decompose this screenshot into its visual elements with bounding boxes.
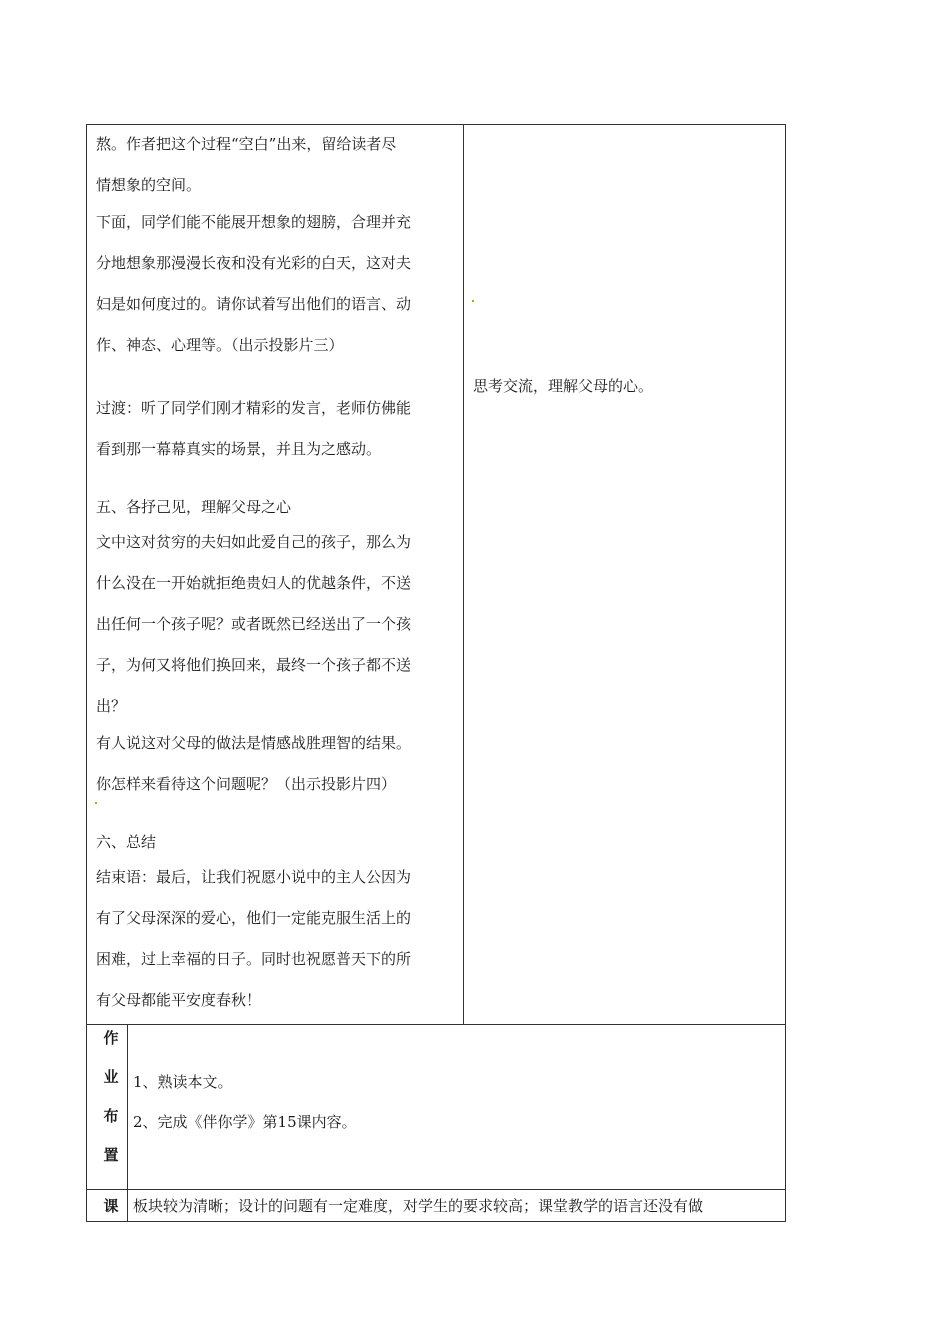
section-heading-5: 五、各抒己见，理解父母之心 [96, 498, 292, 516]
label-char: 布 [103, 1107, 119, 1125]
text-line: 分地想象那漫漫长夜和没有光彩的白天，这对夫 [96, 254, 412, 272]
text-line: 情想象的空间。 [96, 176, 202, 194]
stray-mark [95, 802, 97, 804]
row-divider-reflection [86, 1189, 786, 1190]
text-line: 看到那一幕幕真实的场景，并且为之感动。 [96, 440, 382, 458]
text-line: 下面，同学们能不能展开想象的翅膀，合理并充 [96, 213, 412, 231]
homework-item: 2、完成《伴你学》第15课内容。 [133, 1113, 357, 1131]
text-line: 子，为何又将他们换回来，最终一个孩子都不送 [96, 656, 412, 674]
text-line: 出任何一个孩子呢？或者既然已经送出了一个孩 [96, 615, 412, 633]
row-divider-homework [86, 1024, 786, 1025]
student-activity [473, 374, 773, 398]
label-char: 置 [103, 1146, 119, 1164]
paragraph-blank-space [96, 124, 458, 206]
label-char: 作 [103, 1029, 119, 1047]
text-line: 文中这对贫穷的夫妇如此爱自己的孩子，那么为 [96, 533, 412, 551]
homework-label [96, 1027, 126, 1183]
text-line: 你怎样来看待这个问题呢？（出示投影片四） [96, 775, 397, 793]
text-line: 有人说这对父母的做法是情感战胜理智的结果。 [96, 734, 412, 752]
paragraph-question [96, 522, 458, 727]
reflection-text: 板块较为清晰；设计的问题有一定难度，对学生的要求较高；课堂教学的语言还没有做 [133, 1197, 704, 1215]
activity-text: 思考交流，理解父母的心。 [473, 377, 654, 395]
text-line: 什么没在一开始就拒绝贵妇人的优越条件，不送 [96, 574, 412, 592]
label-divider [127, 1024, 128, 1222]
text-line: 有父母都能平安度春秋！ [96, 991, 262, 1009]
text-line: 作、神态、心理等。（出示投影片三） [96, 336, 344, 354]
teaching-content [96, 124, 458, 1021]
homework-item: 1、熟读本文。 [133, 1073, 233, 1091]
label-char: 业 [103, 1068, 119, 1086]
column-divider [463, 124, 464, 1025]
paragraph-conclusion [96, 857, 458, 1021]
stray-mark [472, 300, 474, 302]
text-line: 结束语：最后，让我们祝愿小说中的主人公因为 [96, 868, 412, 886]
text-line: 出？ [96, 697, 127, 715]
paragraph-transition [96, 388, 458, 470]
text-line: 妇是如何度过的。请你试着写出他们的语言、动 [96, 295, 412, 313]
text-line: 熬。作者把这个过程“空白”出来，留给读者尽 [96, 135, 397, 153]
paragraph-imagine [96, 202, 458, 366]
paragraph-opinion [96, 723, 458, 805]
text-line: 有了父母深深的爱心，他们一定能克服生活上的 [96, 909, 412, 927]
reflection-label: 课 [103, 1197, 119, 1215]
text-line: 过渡：听了同学们刚才精彩的发言，老师仿佛能 [96, 399, 412, 417]
homework-items [133, 1070, 357, 1150]
text-line: 困难，过上幸福的日子。同时也祝愿普天下的所 [96, 950, 412, 968]
section-heading-6: 六、总结 [96, 833, 157, 851]
